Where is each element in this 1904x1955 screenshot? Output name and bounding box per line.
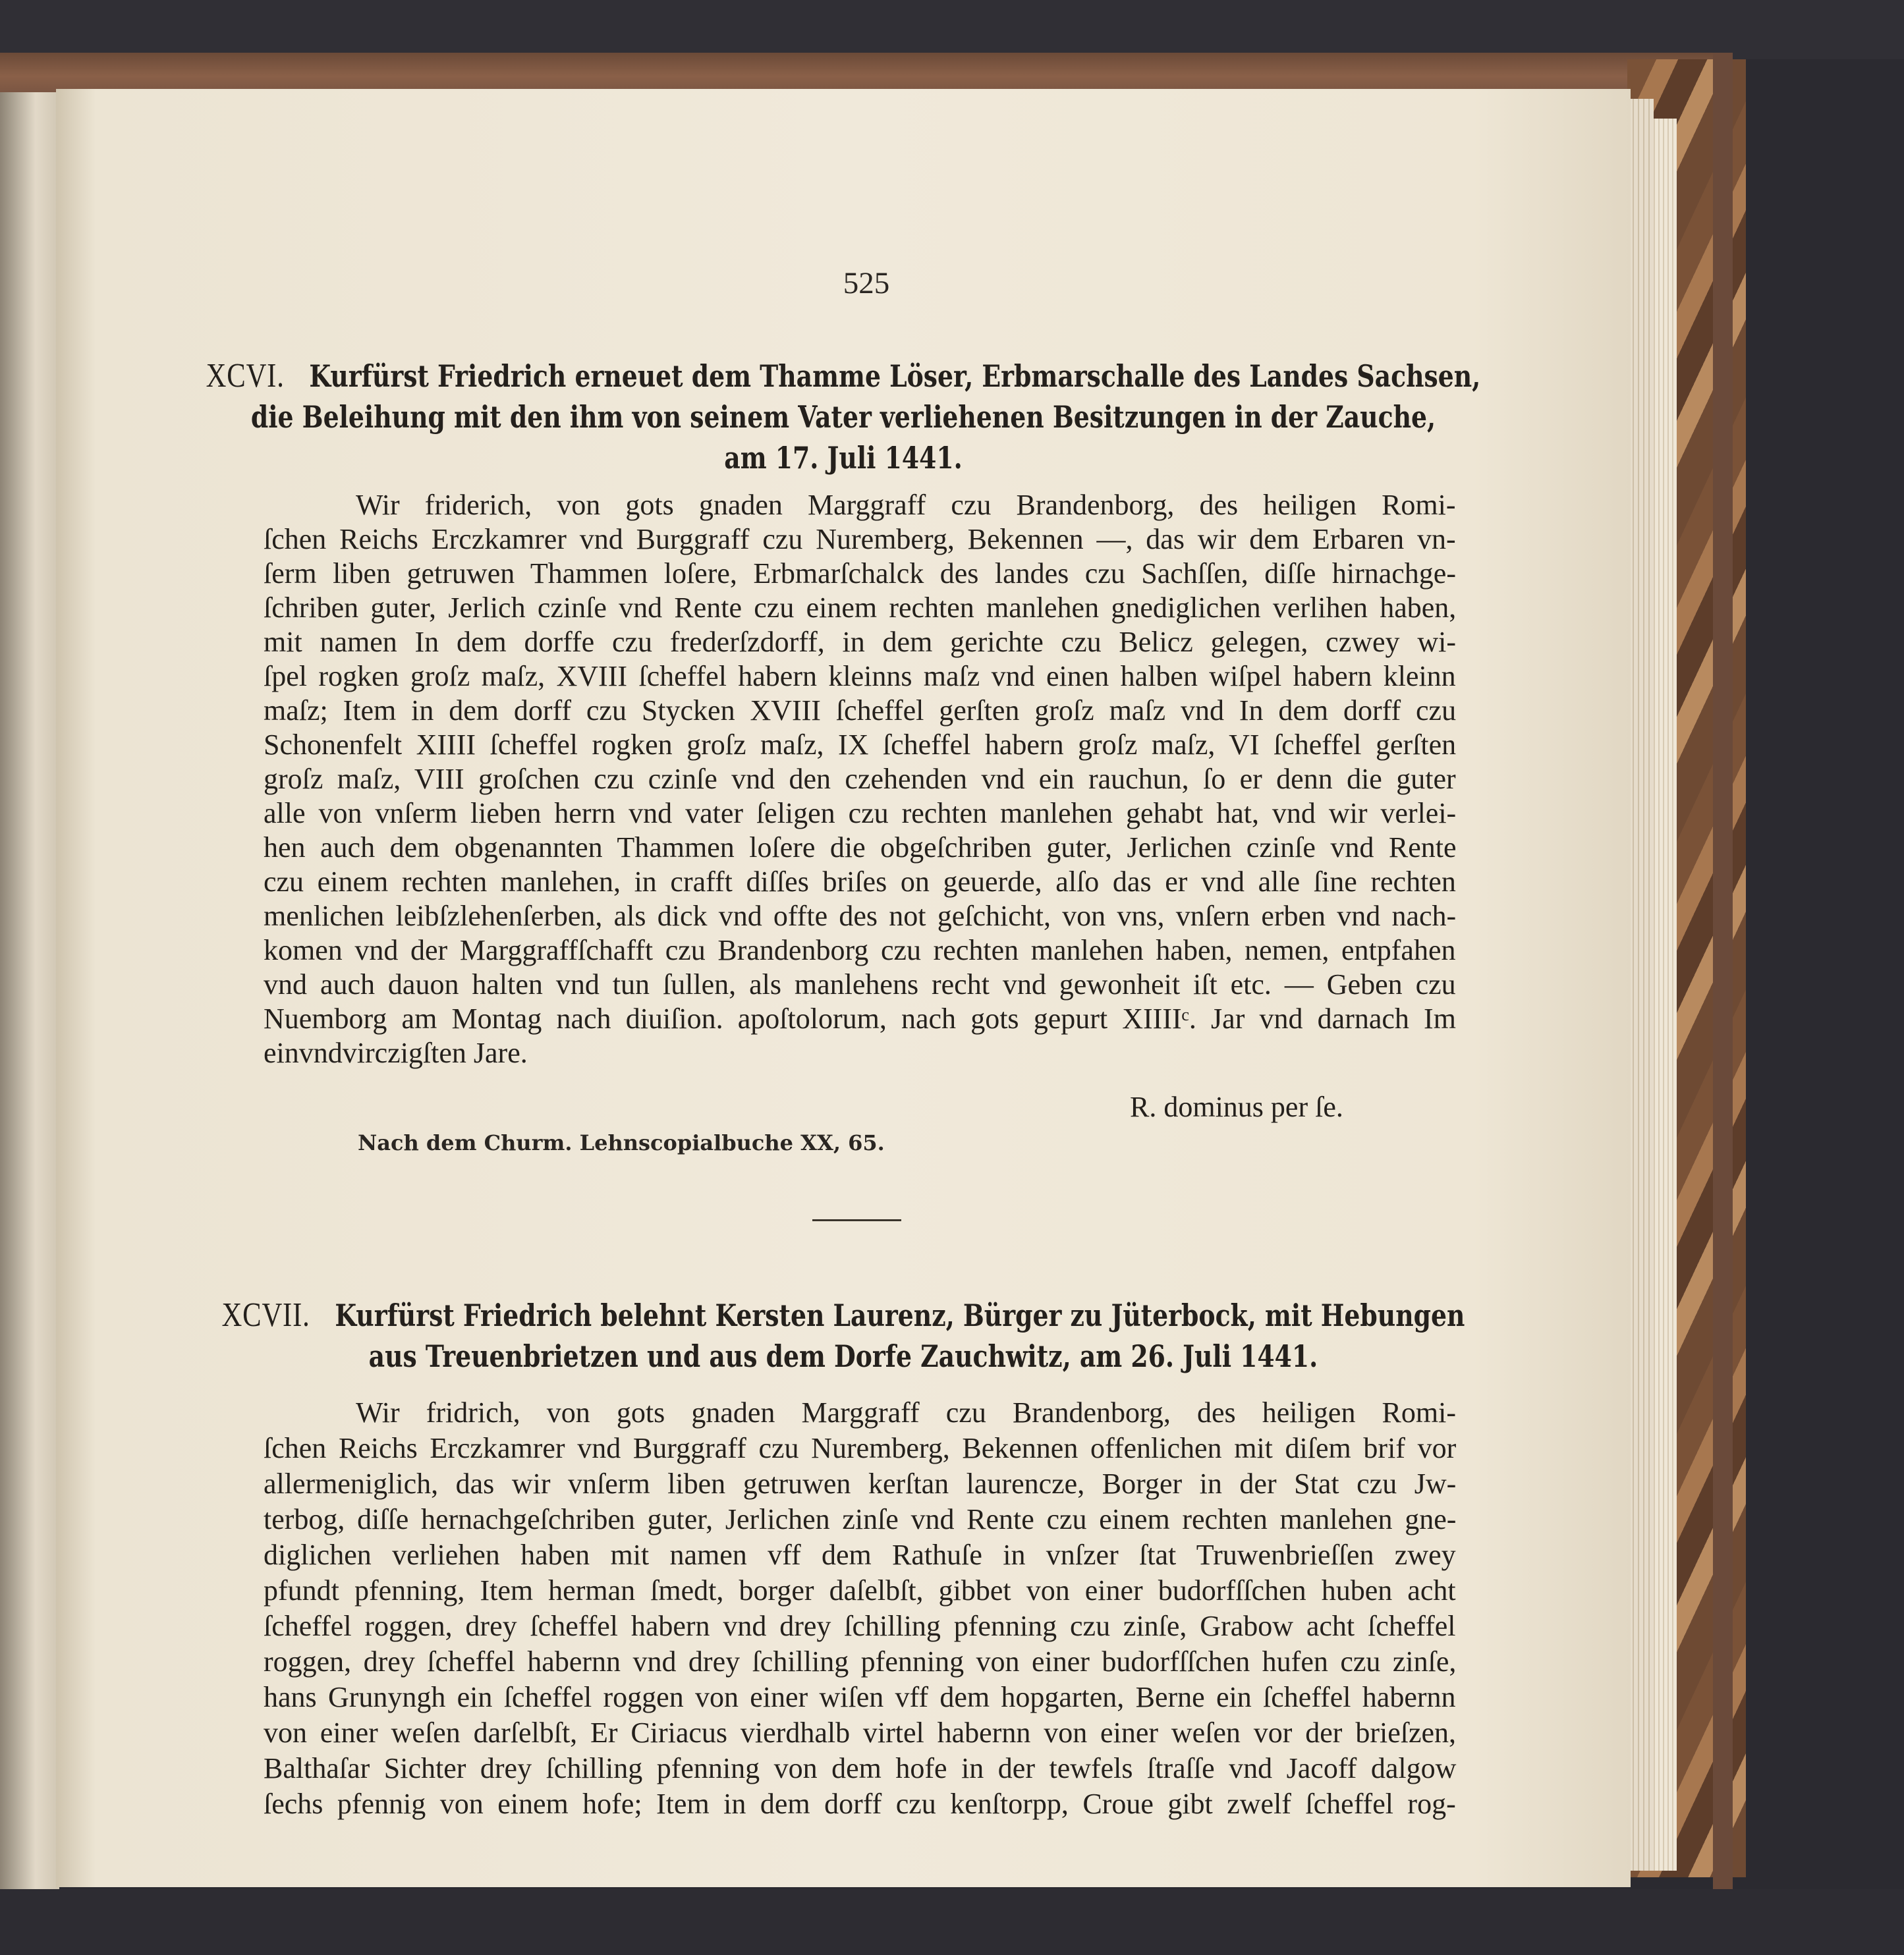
doc1-body-line: ſchriben guter, Jerlich czinſe vnd Rente czu einem rechten manlehen gnediglichen verlihen haben, (264, 592, 1457, 624)
doc1-body-line: einvndvirczigſten Jare. (264, 1037, 528, 1069)
doc1-heading-line-3: am 17. Juli 1441. (724, 440, 963, 476)
doc1-body-line: hen auch dem obgenannten Thammen loſere die obgeſchriben guter, Jerlichen czinſe vnd Rente (264, 831, 1457, 864)
doc1-body-line: Nuemborg am Montag nach diuiſion. apoſtolorum, nach gots gepurt XIIIIᶜ. Jar vnd darnach Im (264, 1003, 1456, 1035)
doc2-heading-line-2: aus Treuenbrietzen und aus dem Dorfe Zauchwitz, am 26. Juli 1441. (368, 1338, 1318, 1374)
book-page (56, 89, 1631, 1887)
doc2-body-line: ſcheffel roggen, drey ſcheffel habern vnd drey ſchilling pfenning czu zinſe, Grabow acht ſcheffel (264, 1610, 1456, 1642)
doc2-body-line: diglichen verliehen haben mit namen vff dem Rathuſe in vnſzer ſtat Truwenbrieſſen zwey (264, 1539, 1456, 1571)
doc1-heading-line-2: die Beleihung mit den ihm von seinem Vater verliehenen Besitzungen in der Zauche, (250, 399, 1436, 435)
doc1-body-line: maſz; Item in dem dorff czu Stycken XVIII ſcheffel gerſten groſz maſz vnd In dem dorff czu (264, 694, 1457, 727)
doc1-body-line: ſchen Reichs Erczkamrer vnd Burggraff czu Nuremberg, Bekennen —, das wir dem Erbaren vn- (264, 523, 1456, 555)
doc1-body-line: vnd auch dauon halten vnd tun ſullen, als manlehens recht vnd gewonheit iſt etc. — Geben czu (264, 968, 1456, 1001)
scan-background-top (0, 0, 1904, 59)
doc1-signature: R. dominus per ſe. (1130, 1091, 1343, 1123)
doc1-body-line: ſerm liben getruwen Thammen loſere, Erbmarſchalck des landes czu Sachſſen, diſſe hirnachge- (264, 557, 1456, 590)
page-number: 525 (843, 266, 890, 300)
doc1-heading-line-1: XCVI. Kurfürst Friedrich erneuet dem Thamme Löser, Erbmarschalle des Landes Sachsen, (206, 357, 1481, 395)
doc2-body-line: allermeniglich, das wir vnſerm liben getruwen kerſtan laurencze, Borger in der Stat czu Jw- (264, 1468, 1457, 1500)
doc1-body-line: komen vnd der Marggraffſchafft czu Brandenborg czu rechten manlehen haben, nemen, entpfahen (264, 934, 1456, 966)
doc2-number: XCVII. (221, 1296, 310, 1334)
doc2-body-line: roggen, drey ſcheffel habernn vnd drey ſchilling pfenning von einer budorfſſchen hufen czu zinſe, (264, 1645, 1457, 1678)
doc2-body-line: Wir fridrich, von gots gnaden Marggraff czu Brandenborg, des heiligen Romi- (356, 1396, 1456, 1429)
page-stack-edge (1650, 119, 1677, 1871)
doc1-source-note: Nach dem Churm. Lehnscopialbuche XX, 65. (358, 1130, 885, 1155)
doc2-body-line: Balthaſar Sichter drey ſchilling pfenning von dem hofe in der tewfels ſtraſſe vnd Jacoff dalgow (264, 1752, 1457, 1784)
doc1-body-line: groſz maſz, VIII groſchen czu czinſe vnd den czehenden vnd ein rauchun, ſo er denn die guter (264, 763, 1456, 795)
doc1-body-line: mit namen In dem dorffe czu frederſzdorff, in dem gerichte czu Belicz gelegen, czwey wi- (264, 626, 1456, 658)
doc2-body-line: terbog, diſſe hernachgeſchriben guter, Jerlichen zinſe vnd Rente czu einem rechten manlehen gne- (264, 1503, 1457, 1535)
scan-background-bottom (0, 1889, 1904, 1955)
doc1-body-line: czu einem rechten manlehen, in crafft diſſes briſes on geuerde, alſo das er vnd alle ſine rechten (264, 866, 1456, 898)
doc2-body-line: pfundt pfenning, Item herman ſmedt, borger daſelbſt, gibbet von einer budorfſſchen huben acht (264, 1574, 1456, 1607)
doc1-body-line: Schonenfelt XIIII ſcheffel rogken groſz maſz, IX ſcheffel habern groſz maſz, VI ſcheffel gerſten (264, 729, 1457, 761)
doc2-body-line: von einer weſen darſelbſt, Er Ciriacus vierdhalb virtel habernn von einer weſen vor der brieſzen, (264, 1717, 1457, 1749)
doc2-body-line: hans Grunyngh ein ſcheffel roggen von einer wiſen vff dem hopgarten, Berne ein ſcheffel habernn (264, 1681, 1456, 1713)
doc2-body-line: ſchen Reichs Erczkamrer vnd Burggraff czu Nuremberg, Bekennen offenlichen mit diſem brif vor (264, 1432, 1457, 1464)
doc1-body-line: Wir friderich, von gots gnaden Marggraff czu Brandenborg, des heiligen Romi- (356, 489, 1456, 521)
left-page-edge (0, 92, 59, 1897)
doc1-body-line: alle von vnſerm lieben herrn vnd vater ſeligen czu rechten manlehen gehabt hat, vnd wir verlei- (264, 797, 1457, 829)
doc1-number: XCVI. (206, 357, 285, 395)
section-divider (812, 1219, 901, 1221)
doc2-heading-line-1: XCVII. Kurfürst Friedrich belehnt Kersten Laurenz, Bürger zu Jüterbock, mit Hebungen (221, 1296, 1465, 1334)
doc2-body-line: ſechs pfennig von einem hofe; Item in dem dorff czu kenſtorpp, Croue gibt zwelf ſcheffel rog- (264, 1788, 1456, 1820)
book-cover-edge (1713, 53, 1733, 1890)
book-cover-top (0, 53, 1726, 92)
doc1-body-line: menlichen leibſzlehenſerben, als dick vnd offte des not geſchicht, von vns, vnſern erben vnd nach- (264, 900, 1457, 932)
doc1-body-line: ſpel rogken groſz maſz, XVIII ſcheffel habern kleinns maſz vnd einen halben wiſpel habern kleinn (264, 660, 1456, 692)
